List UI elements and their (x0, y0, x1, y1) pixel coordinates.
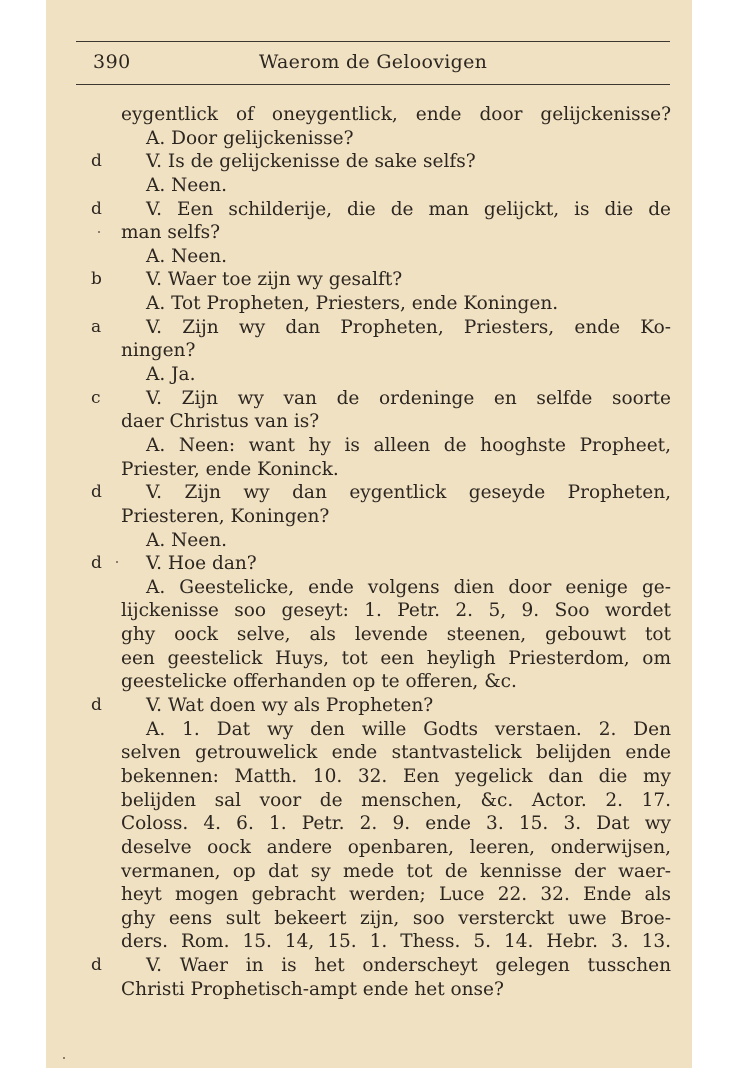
text-line (0, 316, 738, 340)
text-line (0, 765, 738, 789)
line-text: vermanen, op dat sy mede tot de kennisse der waer- (121, 860, 671, 882)
line-text: V. Zijn wy dan eygentlick geseyde Propheten, (146, 482, 671, 504)
margin-marker: d (91, 198, 102, 219)
line-text: V. Hoe dan? (146, 553, 257, 575)
text-line (0, 505, 738, 529)
text-line (0, 387, 738, 411)
text-line (0, 670, 738, 694)
body-text (0, 103, 738, 1001)
text-line (0, 221, 738, 245)
margin-marker: b (91, 269, 102, 290)
line-text: eygentlick of oneygentlick, ende door gelijckenisse? (121, 104, 671, 125)
margin-marker: c (91, 387, 101, 408)
text-line (0, 741, 738, 765)
line-text: selven getrouwelick ende stantvastelick belijden ende (121, 742, 671, 764)
line-text: A. Neen. (146, 245, 228, 267)
line-text: A. Neen: want hy is alleen de hooghste Propheet, (146, 434, 671, 456)
line-text: Christi Prophetisch-ampt ende het onse? (121, 978, 504, 1000)
margin-marker: a (91, 316, 102, 337)
line-text: heyt mogen gebracht werden; Luce 22. 32. Ende als (121, 884, 671, 906)
line-text: man selfs? (121, 222, 220, 244)
text-line (0, 860, 738, 884)
line-text: V. Is de gelijckenisse de sake selfs? (146, 151, 476, 173)
line-text: A. Tot Propheten, Priesters, ende Koningen. (146, 293, 559, 315)
line-text: V. Wat doen wy als Propheten? (146, 695, 434, 717)
text-line (0, 552, 738, 576)
text-line (0, 883, 738, 907)
text-line (0, 292, 738, 316)
text-line (0, 363, 738, 387)
line-text: V. Zijn wy van de ordeninge en selfde soorte (146, 387, 671, 409)
text-line (0, 954, 738, 978)
line-text: deselve oock andere openbaren, leeren, onderwijsen, (121, 836, 671, 858)
header-top-rule (76, 41, 670, 42)
line-text: V. Een schilderije, die de man gelijckt, is die de (146, 198, 671, 220)
line-text: A. Neen. (146, 174, 228, 196)
line-text: Priester, ende Koninck. (121, 458, 339, 480)
text-line (0, 268, 738, 292)
line-text: A. 1. Dat wy den wille Godts verstaen. 2. Den (146, 718, 671, 740)
margin-marker: d (91, 553, 102, 574)
text-line (0, 458, 738, 482)
line-text: belijden sal voor de menschen, &c. Actor. 2. 17. (121, 789, 671, 811)
text-line (0, 339, 738, 363)
line-text: Coloss. 4. 6. 1. Petr. 2. 9. ende 3. 15. 3. Dat wy (121, 813, 671, 835)
text-line (0, 198, 738, 222)
line-text: V. Waer toe zijn wy gesalft? (146, 269, 403, 291)
text-line (0, 410, 738, 434)
line-text: ders. Rom. 15. 14, 15. 1. Thess. 5. 14. Hebr. 3. 13. (121, 931, 671, 953)
text-line (0, 694, 738, 718)
line-text: A. Neen. (146, 529, 228, 551)
ink-speck (63, 1057, 65, 1059)
text-line (0, 150, 738, 174)
text-line (0, 481, 738, 505)
line-text: V. Waer in is het onderscheyt gelegen tusschen (146, 955, 671, 977)
margin-marker: d (91, 151, 102, 172)
text-line (0, 127, 738, 151)
ink-speck (98, 231, 100, 233)
ink-speck (116, 561, 118, 563)
text-line (0, 599, 738, 623)
text-line (0, 245, 738, 269)
text-line (0, 434, 738, 458)
line-text: ningen? (121, 340, 196, 362)
line-text: Priesteren, Koningen? (121, 505, 330, 527)
text-line (0, 930, 738, 954)
line-text: ghy oock selve, als levende steenen, gebouwt tot (121, 624, 671, 646)
text-line (0, 576, 738, 600)
text-line (0, 623, 738, 647)
text-line (0, 789, 738, 813)
text-line (0, 174, 738, 198)
text-line (0, 907, 738, 931)
margin-marker: d (91, 482, 102, 503)
line-text: een geestelick Huys, tot een heyligh Priesterdom, om (121, 647, 671, 669)
running-title: Waerom de Geloovigen (258, 51, 488, 73)
line-text: bekennen: Matth. 10. 32. Een yegelick dan die my (121, 765, 671, 787)
margin-marker: d (91, 695, 102, 716)
line-text: A. Door gelijckenisse? (146, 127, 354, 149)
line-text: V. Zijn wy dan Propheten, Priesters, ende Ko- (146, 316, 671, 338)
text-line (0, 718, 738, 742)
text-line (0, 647, 738, 671)
line-text: geestelicke offerhanden op te offeren, &c. (121, 671, 517, 693)
line-text: ghy eens sult bekeert zijn, soo versterckt uwe Broe- (121, 907, 671, 929)
text-line (0, 812, 738, 836)
text-line (0, 978, 738, 1002)
line-text: lijckenisse soo geseyt: 1. Petr. 2. 5, 9. Soo wordet (121, 600, 671, 622)
text-line (0, 529, 738, 553)
header-bottom-rule (76, 84, 670, 85)
line-text: daer Christus van is? (121, 411, 320, 433)
text-line (0, 103, 738, 127)
line-text: A. Geestelicke, ende volgens dien door eenige ge- (146, 576, 671, 598)
line-text: A. Ja. (146, 364, 196, 386)
page-header (76, 48, 670, 78)
margin-marker: d (91, 955, 102, 976)
text-line (0, 836, 738, 860)
page-number: 390 (93, 51, 131, 73)
